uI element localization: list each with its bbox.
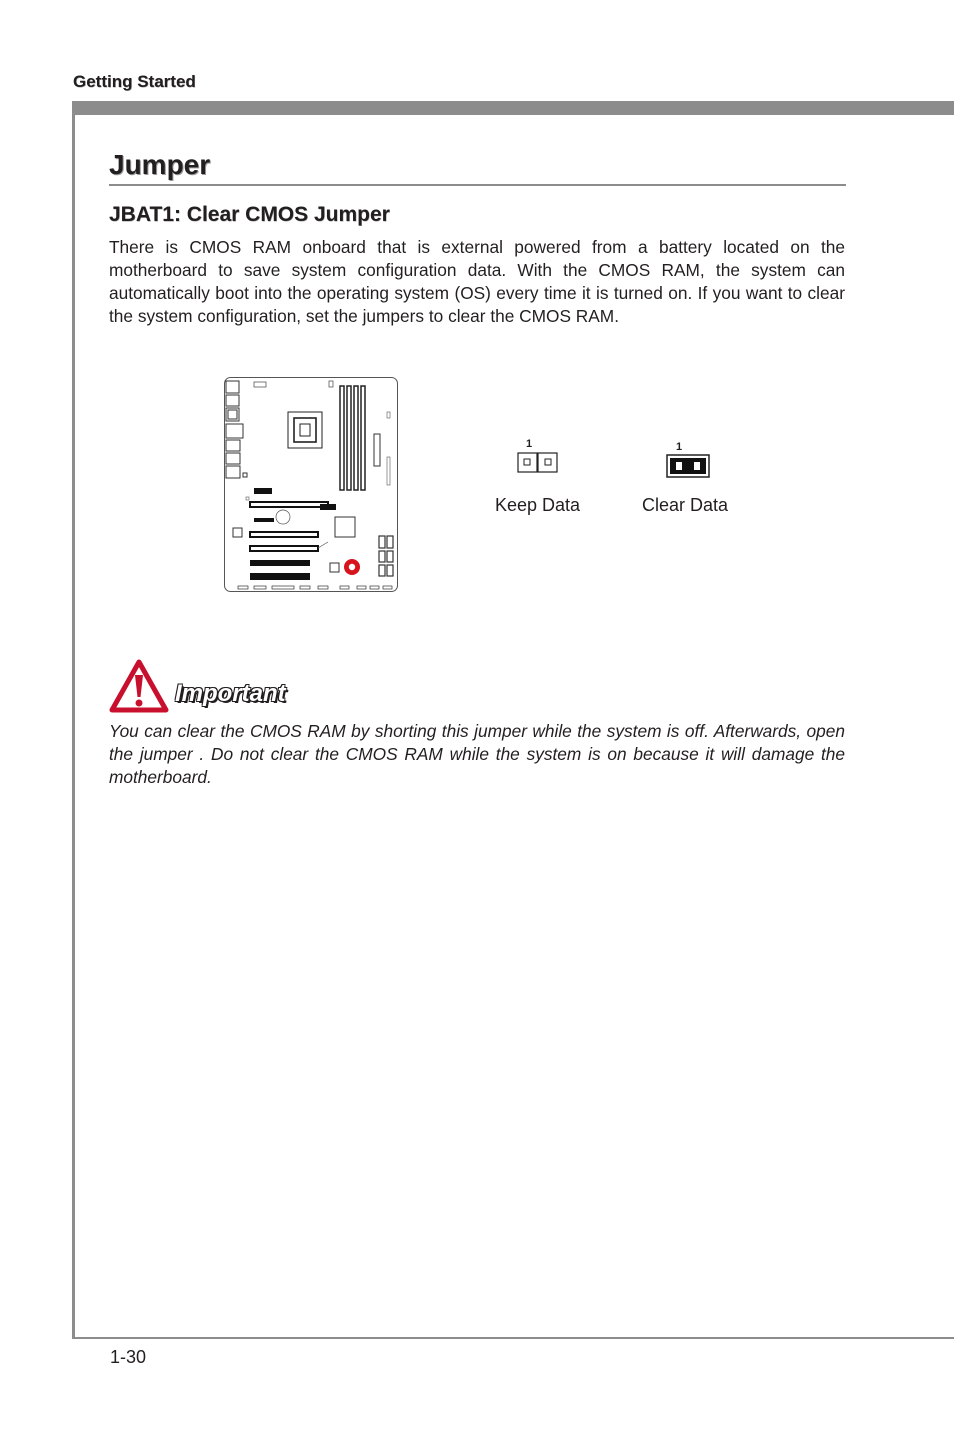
jumper-pin-label: 1 — [526, 438, 533, 450]
section-subtitle: JBAT1: Clear CMOS Jumper — [109, 203, 390, 226]
jumper-open-icon — [517, 436, 562, 476]
page-title: Jumper — [109, 149, 211, 180]
motherboard-diagram — [224, 377, 399, 593]
jumper-shorted-icon — [665, 436, 713, 480]
body-paragraph: There is CMOS RAM onboard that is external powered from a battery located on the motherboard to save system configuration data. With the CMOS RAM, the system can automatically boot into the operating system (OS) every time it is turned on. If you want to clear the system configuration, set the jumpers to clear the CMOS RAM. — [109, 237, 845, 326]
clear-data-label: Clear Data — [642, 495, 729, 515]
header-bar — [72, 101, 954, 115]
important-note: You can clear the CMOS RAM by shorting this jumper while the system is off. Afterwards, open the jumper . Do not clear the CMOS RAM while the system is on because it will damage the motherboard. — [109, 721, 845, 787]
left-margin-rule — [72, 101, 75, 1339]
keep-data-label: Keep Data — [495, 495, 581, 515]
footer-rule — [72, 1337, 954, 1339]
jumper-pin-label: 1 — [676, 441, 683, 453]
section-label: Getting Started — [73, 72, 196, 91]
title-underline — [109, 184, 846, 186]
warning-icon — [109, 659, 169, 713]
page-number: 1-30 — [110, 1347, 147, 1367]
important-label: Important — [175, 680, 286, 707]
